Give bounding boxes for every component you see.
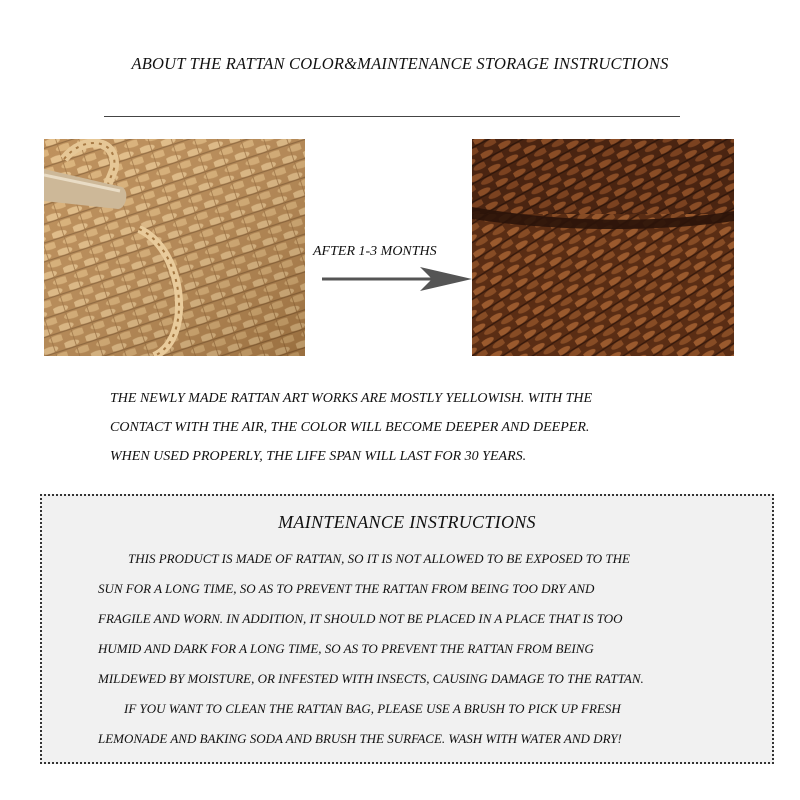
maintenance-title: MAINTENANCE INSTRUCTIONS (278, 512, 536, 532)
title-divider (104, 116, 680, 117)
right-arrow-icon (322, 264, 472, 294)
maintenance-line: MILDEWED BY MOISTURE, OR INFESTED WITH INSECTS, CAUSING DAMAGE TO THE RATTAN. (98, 671, 644, 686)
page-title: ABOUT THE RATTAN COLOR&MAINTENANCE STORAGE INSTRUCTIONS (131, 54, 669, 73)
maintenance-text (98, 544, 758, 754)
maintenance-line: SUN FOR A LONG TIME, SO AS TO PREVENT THE RATTAN FROM BEING TOO DRY AND (98, 581, 595, 596)
maintenance-line: FRAGILE AND WORN. IN ADDITION, IT SHOULD NOT BE PLACED IN A PLACE THAT IS TOO (98, 611, 623, 626)
color-change-description (110, 384, 770, 471)
maintenance-instructions-box (40, 494, 774, 764)
description-line: THE NEWLY MADE RATTAN ART WORKS ARE MOSTLY YELLOWISH. WITH THE (110, 391, 593, 406)
maintenance-line: LEMONADE AND BAKING SODA AND BRUSH THE SURFACE. WASH WITH WATER AND DRY! (98, 731, 622, 746)
description-line: WHEN USED PROPERLY, THE LIFE SPAN WILL LAST FOR 30 YEARS. (110, 449, 527, 464)
new-rattan-photo (44, 139, 305, 356)
aged-rattan-photo (472, 139, 734, 356)
maintenance-line: IF YOU WANT TO CLEAN THE RATTAN BAG, PLEASE USE A BRUSH TO PICK UP FRESH (124, 701, 621, 716)
maintenance-line: THIS PRODUCT IS MADE OF RATTAN, SO IT IS NOT ALLOWED TO BE EXPOSED TO THE (128, 551, 630, 566)
maintenance-line: HUMID AND DARK FOR A LONG TIME, SO AS TO PREVENT THE RATTAN FROM BEING (98, 641, 594, 656)
time-label: AFTER 1-3 MONTHS (313, 244, 437, 259)
description-line: CONTACT WITH THE AIR, THE COLOR WILL BECOME DEEPER AND DEEPER. (110, 420, 590, 435)
